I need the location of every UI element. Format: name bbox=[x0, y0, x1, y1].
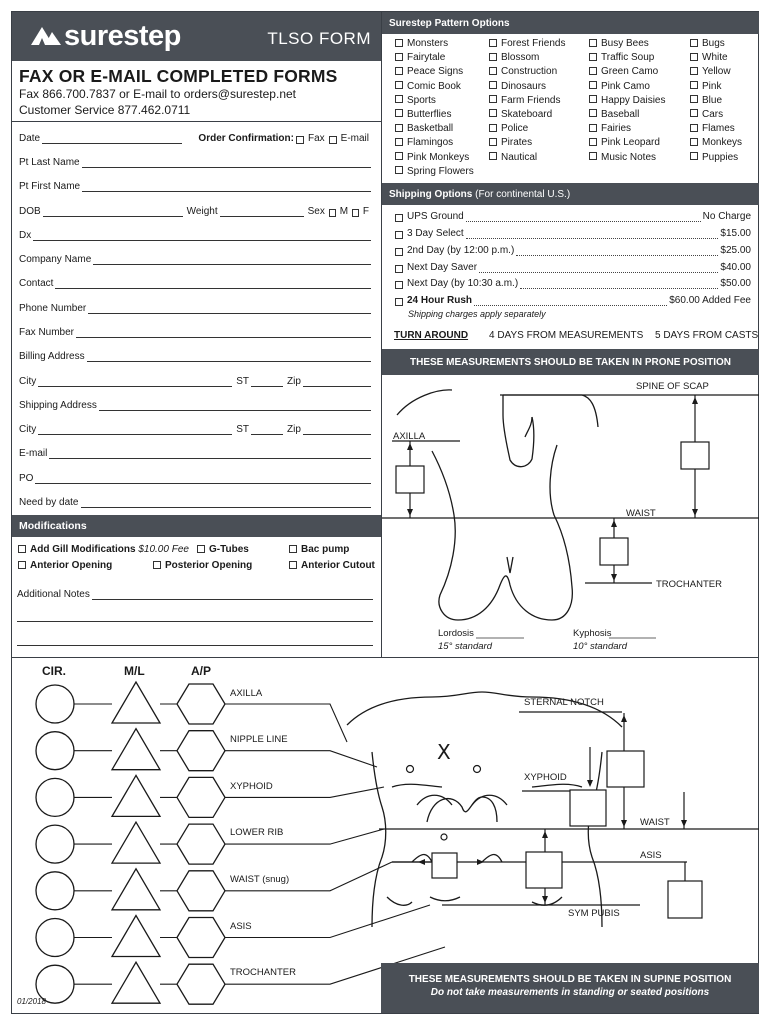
shipping-option[interactable] bbox=[395, 295, 751, 306]
shipping-checkbox[interactable] bbox=[395, 298, 403, 306]
need-by-row bbox=[19, 492, 371, 508]
shipping-option[interactable] bbox=[395, 278, 751, 289]
ap-hexagon[interactable] bbox=[177, 871, 225, 911]
shipping-address-label: Shipping Address bbox=[19, 400, 97, 411]
dob-field[interactable] bbox=[43, 206, 183, 217]
pattern-label: Basketball bbox=[407, 123, 454, 135]
fax-email-line: Fax 866.700.7837 or E-mail to orders@surestep.net bbox=[19, 87, 296, 101]
shipping-city-field[interactable] bbox=[38, 424, 232, 435]
notes-field[interactable] bbox=[92, 589, 373, 600]
shipping-price: No Charge bbox=[702, 211, 751, 222]
pattern-checkbox[interactable] bbox=[690, 95, 698, 103]
posterior-opening-option[interactable] bbox=[153, 560, 252, 571]
pattern-checkbox[interactable] bbox=[489, 124, 497, 132]
pattern-checkbox[interactable] bbox=[690, 109, 698, 117]
dx-label: Dx bbox=[19, 230, 32, 241]
circumference-circle[interactable] bbox=[36, 872, 74, 910]
pattern-checkbox[interactable] bbox=[395, 124, 403, 132]
ap-hexagon[interactable] bbox=[177, 918, 225, 958]
shipping-subtitle: (For continental U.S.) bbox=[475, 188, 571, 200]
pattern-checkbox[interactable] bbox=[690, 53, 698, 61]
pattern-option[interactable] bbox=[589, 66, 690, 77]
phone-label: Phone Number bbox=[19, 303, 87, 314]
shipping-label: Next Day (by 10:30 a.m.) bbox=[407, 278, 519, 289]
anterior-opening-option[interactable] bbox=[18, 560, 112, 571]
prone-waist-label: WAIST bbox=[626, 508, 656, 519]
contact-field[interactable] bbox=[55, 278, 371, 289]
st-label: ST bbox=[236, 376, 250, 387]
pattern-option[interactable] bbox=[690, 38, 755, 49]
gill-label: Add Gill Modifications bbox=[30, 544, 136, 555]
city-label: City bbox=[19, 424, 37, 435]
pattern-label: Blue bbox=[702, 94, 723, 106]
pattern-label: Cars bbox=[702, 108, 724, 120]
billing-city-row bbox=[19, 371, 371, 387]
dob-label: DOB bbox=[19, 206, 41, 217]
pattern-label: Pink Camo bbox=[601, 80, 650, 92]
ap-hexagon[interactable] bbox=[177, 824, 225, 864]
shipping-option[interactable] bbox=[395, 228, 751, 239]
pt-first-row bbox=[19, 176, 371, 192]
pattern-option[interactable] bbox=[589, 38, 690, 49]
pt-last-field[interactable] bbox=[82, 157, 371, 168]
prone-header: THESE MEASUREMENTS SHOULD BE TAKEN IN PRONE POSITION bbox=[382, 349, 759, 375]
pattern-checkbox[interactable] bbox=[589, 53, 597, 61]
supine-xyphoid-label: XYPHOID bbox=[524, 772, 567, 783]
shipping-address-row bbox=[19, 395, 371, 411]
pattern-checkbox[interactable] bbox=[690, 152, 698, 160]
pattern-option[interactable] bbox=[395, 52, 489, 63]
supine-waist-label: WAIST bbox=[640, 817, 670, 828]
pattern-label: Monsters bbox=[407, 38, 449, 49]
pattern-label: Fairies bbox=[601, 123, 632, 135]
pattern-checkbox[interactable] bbox=[489, 39, 497, 47]
billing-label: Billing Address bbox=[19, 351, 85, 362]
pattern-checkbox[interactable] bbox=[489, 53, 497, 61]
shipping-title: Shipping Options bbox=[389, 188, 473, 200]
pattern-label: Pirates bbox=[501, 137, 533, 149]
pattern-label: Monkeys bbox=[702, 137, 743, 149]
turnaround-label: TURN AROUND bbox=[394, 330, 469, 341]
supine-asis-label: ASIS bbox=[640, 850, 662, 861]
need-by-field[interactable] bbox=[81, 497, 372, 508]
ml-triangle[interactable] bbox=[112, 775, 160, 816]
spine-of-scap-label: SPINE OF SCAP bbox=[636, 381, 709, 392]
fax-title: FAX OR E-MAIL COMPLETED FORMS bbox=[19, 66, 338, 86]
pattern-option[interactable] bbox=[489, 38, 589, 49]
lordosis-label: Lordosis bbox=[438, 628, 474, 639]
pattern-label: Pink bbox=[702, 80, 722, 92]
pattern-option[interactable] bbox=[690, 137, 755, 148]
pattern-label: Skateboard bbox=[501, 108, 553, 120]
pattern-option[interactable] bbox=[395, 152, 489, 163]
pattern-checkbox[interactable] bbox=[395, 166, 403, 174]
turnaround-measurements: 4 DAYS FROM MEASUREMENTS bbox=[489, 330, 644, 341]
pattern-checkbox[interactable] bbox=[589, 138, 597, 146]
pattern-option[interactable] bbox=[395, 81, 489, 92]
ml-triangle[interactable] bbox=[112, 682, 160, 723]
shipping-checkbox[interactable] bbox=[395, 231, 403, 239]
pattern-option[interactable] bbox=[489, 152, 589, 163]
female-checkbox[interactable] bbox=[352, 209, 359, 217]
sym-pubis-label: SYM PUBIS bbox=[568, 908, 620, 919]
email-field[interactable] bbox=[49, 448, 371, 459]
circumference-circle[interactable] bbox=[36, 732, 74, 770]
shipping-address-field[interactable] bbox=[99, 400, 371, 411]
circumference-circle[interactable] bbox=[36, 778, 74, 816]
pattern-label: Flames bbox=[702, 123, 735, 135]
pattern-checkbox[interactable] bbox=[395, 81, 403, 89]
pattern-checkbox[interactable] bbox=[489, 95, 497, 103]
pattern-option[interactable] bbox=[690, 81, 755, 92]
pattern-checkbox[interactable] bbox=[589, 152, 597, 160]
shipping-option[interactable] bbox=[395, 245, 751, 256]
ml-triangle[interactable] bbox=[112, 729, 160, 770]
pt-last-label: Pt Last Name bbox=[19, 157, 80, 168]
pattern-option[interactable] bbox=[395, 38, 489, 49]
circumference-circle[interactable] bbox=[36, 825, 74, 863]
bac-pump-option[interactable] bbox=[289, 544, 349, 555]
pattern-label: Dinosaurs bbox=[501, 80, 547, 92]
female-label: F bbox=[362, 206, 369, 217]
date-code: 01/2018 bbox=[17, 997, 46, 1006]
zip-label: Zip bbox=[287, 424, 301, 435]
pattern-option[interactable] bbox=[395, 95, 489, 106]
modifications-header: Modifications bbox=[12, 515, 381, 537]
pattern-checkbox[interactable] bbox=[395, 95, 403, 103]
surestep-logo-icon bbox=[31, 26, 61, 46]
shipping-price: $60.00 Added Fee bbox=[669, 295, 751, 306]
shipping-label: UPS Ground bbox=[407, 211, 464, 222]
lordosis-standard: 15° standard bbox=[438, 641, 492, 652]
shipping-checkbox[interactable] bbox=[395, 281, 403, 289]
supine-xyphoid-row-label: XYPHOID bbox=[230, 781, 273, 792]
supine-axilla-label: AXILLA bbox=[230, 688, 263, 699]
phone-field[interactable] bbox=[88, 303, 371, 314]
pattern-label: Busy Bees bbox=[601, 38, 649, 49]
pattern-label: Nautical bbox=[501, 151, 538, 163]
anterior-cutout-label: Anterior Cutout bbox=[301, 560, 375, 571]
contact-row bbox=[19, 273, 371, 289]
supine-footer bbox=[381, 963, 759, 1013]
shipping-label: Next Day Saver bbox=[407, 262, 478, 273]
fax-number-label: Fax Number bbox=[19, 327, 75, 338]
pattern-label: Fairytale bbox=[407, 52, 446, 64]
notes-label: Additional Notes bbox=[17, 589, 90, 600]
leader-line[interactable] bbox=[225, 751, 377, 767]
pattern-options-grid bbox=[395, 38, 755, 177]
gill-fee: $10.00 Fee bbox=[138, 544, 189, 555]
waist-snug-label: WAIST (snug) bbox=[230, 874, 290, 885]
bac-pump-label: Bac pump bbox=[301, 544, 350, 555]
ap-hexagon[interactable] bbox=[177, 731, 225, 771]
pattern-label: White bbox=[702, 52, 728, 64]
pattern-option[interactable] bbox=[489, 109, 589, 120]
pattern-checkbox[interactable] bbox=[690, 81, 698, 89]
pattern-label: Puppies bbox=[702, 151, 739, 163]
pattern-option[interactable] bbox=[690, 152, 755, 163]
po-label: PO bbox=[19, 473, 34, 484]
pattern-checkbox[interactable] bbox=[690, 67, 698, 75]
ml-triangle[interactable] bbox=[112, 822, 160, 863]
company-field[interactable] bbox=[93, 254, 371, 265]
pattern-checkbox[interactable] bbox=[489, 109, 497, 117]
zip-label: Zip bbox=[287, 376, 301, 387]
pattern-option[interactable] bbox=[395, 123, 489, 134]
shipping-price: $15.00 bbox=[720, 228, 751, 239]
pattern-option[interactable] bbox=[690, 109, 755, 120]
pattern-checkbox[interactable] bbox=[589, 67, 597, 75]
pattern-option[interactable] bbox=[589, 109, 690, 120]
shipping-option[interactable] bbox=[395, 211, 751, 222]
pattern-checkbox[interactable] bbox=[395, 109, 403, 117]
shipping-city-row bbox=[19, 419, 371, 435]
pattern-checkbox[interactable] bbox=[489, 67, 497, 75]
pattern-label: Police bbox=[501, 123, 529, 135]
pt-first-label: Pt First Name bbox=[19, 181, 81, 192]
circumference-circle[interactable] bbox=[36, 685, 74, 723]
dx-field[interactable] bbox=[33, 230, 371, 241]
pattern-option[interactable] bbox=[489, 137, 589, 148]
pattern-checkbox[interactable] bbox=[395, 138, 403, 146]
pattern-option[interactable] bbox=[489, 123, 589, 134]
pattern-label: Music Notes bbox=[601, 151, 657, 163]
ap-hexagon[interactable] bbox=[177, 777, 225, 817]
pattern-option[interactable] bbox=[690, 123, 755, 134]
date-row bbox=[19, 128, 371, 144]
ap-header: A/P bbox=[191, 664, 212, 678]
pattern-label: Sports bbox=[407, 94, 436, 106]
pattern-option[interactable] bbox=[589, 137, 690, 148]
ml-triangle[interactable] bbox=[112, 916, 160, 957]
prone-trochanter-label: TROCHANTER bbox=[656, 579, 722, 590]
pattern-checkbox[interactable] bbox=[395, 152, 403, 160]
turnaround-casts: 5 DAYS FROM CASTS bbox=[655, 330, 759, 341]
pattern-option[interactable] bbox=[690, 95, 755, 106]
ap-hexagon[interactable] bbox=[177, 964, 225, 1004]
phone-row bbox=[19, 298, 371, 314]
pattern-checkbox[interactable] bbox=[489, 152, 497, 160]
notes-line[interactable] bbox=[17, 645, 373, 646]
pattern-checkbox[interactable] bbox=[589, 109, 597, 117]
company-row bbox=[19, 249, 371, 265]
company-label: Company Name bbox=[19, 254, 92, 265]
pattern-checkbox[interactable] bbox=[690, 138, 698, 146]
gtubes-option[interactable] bbox=[197, 544, 249, 555]
shipping-option[interactable] bbox=[395, 262, 751, 273]
pattern-label: Baseball bbox=[601, 108, 640, 120]
billing-city-field[interactable] bbox=[38, 376, 232, 387]
pattern-label: Blossom bbox=[501, 52, 540, 64]
pattern-checkbox[interactable] bbox=[489, 138, 497, 146]
shipping-label: 24 Hour Rush bbox=[407, 295, 473, 306]
dob-row bbox=[19, 201, 371, 217]
pattern-option[interactable] bbox=[589, 95, 690, 106]
trochanter-row-label: TROCHANTER bbox=[230, 967, 296, 978]
ml-triangle[interactable] bbox=[112, 962, 160, 1003]
pattern-checkbox[interactable] bbox=[589, 39, 597, 47]
pattern-label: Forest Friends bbox=[501, 38, 566, 49]
city-label: City bbox=[19, 376, 37, 387]
cir-header: CIR. bbox=[42, 664, 66, 678]
pattern-label: Construction bbox=[501, 66, 558, 78]
need-by-label: Need by date bbox=[19, 497, 79, 508]
pattern-label: Green Camo bbox=[601, 66, 659, 78]
pattern-checkbox[interactable] bbox=[589, 95, 597, 103]
pattern-option[interactable] bbox=[395, 66, 489, 77]
billing-st-field[interactable] bbox=[251, 376, 283, 387]
pattern-option[interactable] bbox=[489, 95, 589, 106]
shipping-checkbox[interactable] bbox=[395, 214, 403, 222]
st-label: ST bbox=[236, 424, 250, 435]
shipping-price: $25.00 bbox=[720, 245, 751, 256]
shipping-note: Shipping charges apply separately bbox=[408, 309, 546, 319]
nipple-line-label: NIPPLE LINE bbox=[230, 734, 288, 745]
date-label: Date bbox=[19, 133, 41, 144]
pattern-label: Bugs bbox=[702, 38, 725, 49]
anterior-opening-label: Anterior Opening bbox=[30, 560, 113, 571]
pattern-label: Farm Friends bbox=[501, 94, 561, 106]
pattern-label: Butterflies bbox=[407, 108, 452, 120]
lower-rib-label: LOWER RIB bbox=[230, 827, 284, 838]
leader-line[interactable] bbox=[225, 905, 430, 938]
fax-number-field[interactable] bbox=[76, 327, 371, 338]
pattern-label: Traffic Soup bbox=[601, 52, 655, 64]
ap-hexagon[interactable] bbox=[177, 684, 225, 724]
male-checkbox[interactable] bbox=[329, 209, 336, 217]
pattern-options-header: Surestep Pattern Options bbox=[382, 12, 759, 34]
pattern-checkbox[interactable] bbox=[395, 39, 403, 47]
sex-label: Sex bbox=[307, 206, 325, 217]
pattern-label: Peace Signs bbox=[407, 66, 464, 78]
email-row bbox=[19, 443, 371, 459]
shipping-price: $50.00 bbox=[720, 278, 751, 289]
pattern-option[interactable] bbox=[690, 52, 755, 63]
supine-footer-note: Do not take measurements in standing or seated positions bbox=[430, 987, 710, 998]
pattern-option[interactable] bbox=[690, 66, 755, 77]
notes-row bbox=[17, 584, 373, 600]
shipping-checkbox[interactable] bbox=[395, 248, 403, 256]
pattern-checkbox[interactable] bbox=[489, 81, 497, 89]
divider bbox=[12, 121, 381, 122]
pattern-label: Flamingos bbox=[407, 137, 454, 149]
circumference-circle[interactable] bbox=[36, 919, 74, 957]
pattern-checkbox[interactable] bbox=[395, 53, 403, 61]
billing-row bbox=[19, 346, 371, 362]
shipping-checkbox[interactable] bbox=[395, 265, 403, 273]
gill-option[interactable] bbox=[18, 544, 189, 555]
fax-checkbox[interactable] bbox=[296, 136, 304, 144]
pt-first-field[interactable] bbox=[82, 181, 371, 192]
sternal-notch-label: STERNAL NOTCH bbox=[524, 697, 604, 708]
shipping-zip-field[interactable] bbox=[303, 424, 371, 435]
order-confirmation-label: Order Confirmation: bbox=[198, 133, 294, 144]
email-option-label: E-mail bbox=[340, 133, 369, 144]
posterior-opening-label: Posterior Opening bbox=[165, 560, 253, 571]
pattern-option[interactable] bbox=[589, 152, 690, 163]
form-title: TLSO FORM bbox=[267, 29, 371, 48]
pattern-checkbox[interactable] bbox=[690, 124, 698, 132]
weight-field[interactable] bbox=[220, 206, 304, 217]
date-field[interactable] bbox=[42, 133, 182, 144]
pattern-label: Spring Flowers bbox=[407, 165, 474, 177]
billing-field[interactable] bbox=[87, 351, 371, 362]
email-checkbox[interactable] bbox=[329, 136, 337, 144]
shipping-price: $40.00 bbox=[720, 262, 751, 273]
dx-row bbox=[19, 225, 371, 241]
supine-front-diagram bbox=[12, 657, 759, 1014]
ml-triangle[interactable] bbox=[112, 869, 160, 910]
pattern-option[interactable] bbox=[489, 66, 589, 77]
form-header bbox=[12, 12, 381, 61]
kyphosis-label: Kyphosis bbox=[573, 628, 612, 639]
pattern-label: Pink Leopard bbox=[601, 137, 660, 149]
prone-axilla-label: AXILLA bbox=[393, 431, 426, 442]
shipping-st-field[interactable] bbox=[251, 424, 283, 435]
email-label: E-mail bbox=[19, 448, 48, 459]
pattern-option[interactable] bbox=[489, 52, 589, 63]
contact-label: Contact bbox=[19, 278, 54, 289]
brand-name: surestep bbox=[64, 20, 181, 52]
pattern-option[interactable] bbox=[395, 109, 489, 120]
pattern-checkbox[interactable] bbox=[589, 124, 597, 132]
svg-text:X: X bbox=[437, 740, 451, 764]
notes-line[interactable] bbox=[17, 621, 373, 622]
pattern-option[interactable] bbox=[395, 166, 489, 177]
pattern-label: Comic Book bbox=[407, 80, 461, 92]
kyphosis-standard: 10° standard bbox=[573, 641, 627, 652]
shipping-label: 3 Day Select bbox=[407, 228, 464, 239]
customer-service-line: Customer Service 877.462.0711 bbox=[19, 103, 191, 117]
pattern-option[interactable] bbox=[489, 81, 589, 92]
anterior-cutout-option[interactable] bbox=[289, 560, 375, 571]
male-label: M bbox=[339, 206, 349, 217]
pattern-checkbox[interactable] bbox=[395, 67, 403, 75]
pt-last-row bbox=[19, 152, 371, 168]
pattern-option[interactable] bbox=[395, 137, 489, 148]
pattern-label: Yellow bbox=[702, 66, 731, 78]
fax-number-row bbox=[19, 322, 371, 338]
supine-footer-title: THESE MEASUREMENTS SHOULD BE TAKEN IN SUPINE POSITION bbox=[408, 974, 732, 985]
pattern-label: Happy Daisies bbox=[601, 94, 666, 106]
prone-back-diagram bbox=[382, 375, 759, 657]
shipping-options-header bbox=[382, 183, 759, 205]
pattern-option[interactable] bbox=[589, 52, 690, 63]
po-field[interactable] bbox=[35, 473, 371, 484]
ml-header: M/L bbox=[124, 664, 145, 678]
shipping-label: 2nd Day (by 12:00 p.m.) bbox=[407, 245, 515, 256]
pattern-checkbox[interactable] bbox=[690, 39, 698, 47]
pattern-label: Pink Monkeys bbox=[407, 151, 470, 163]
billing-zip-field[interactable] bbox=[303, 376, 371, 387]
pattern-option[interactable] bbox=[589, 81, 690, 92]
pattern-checkbox[interactable] bbox=[589, 81, 597, 89]
pattern-option[interactable] bbox=[589, 123, 690, 134]
weight-label: Weight bbox=[186, 206, 218, 217]
gtubes-label: G-Tubes bbox=[209, 544, 249, 555]
fax-option-label: Fax bbox=[307, 133, 325, 144]
asis-row-label: ASIS bbox=[230, 921, 252, 932]
po-row bbox=[19, 468, 371, 484]
